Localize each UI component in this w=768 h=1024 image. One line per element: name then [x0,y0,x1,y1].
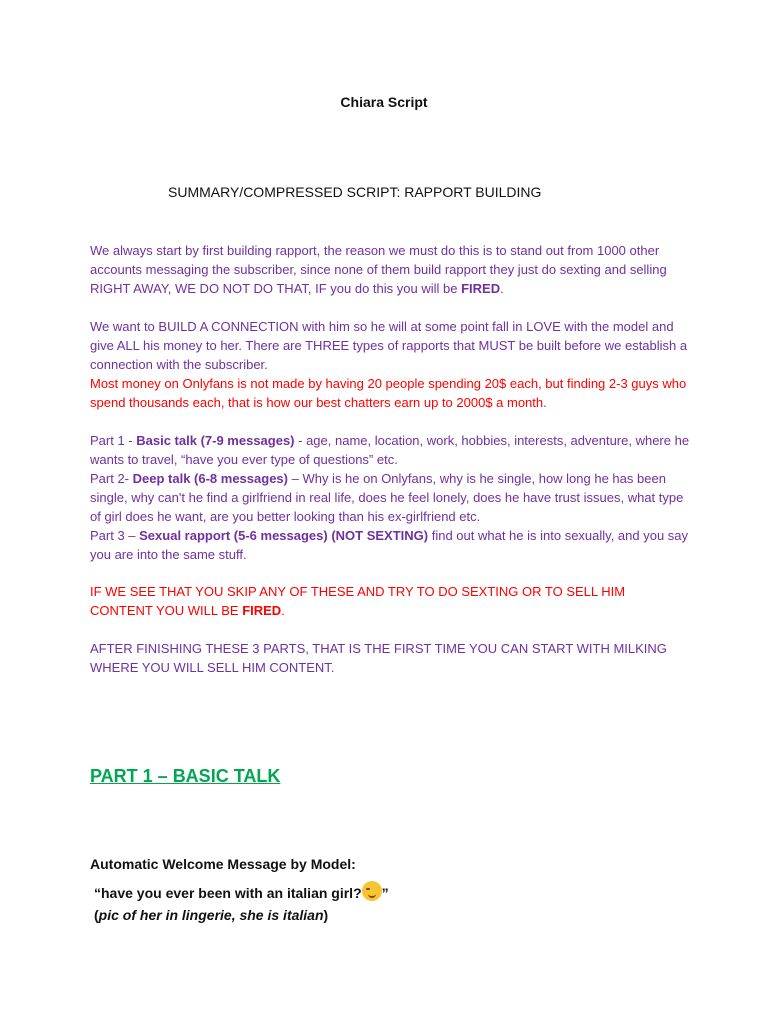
smirking-face-icon [362,881,382,901]
intro-text: We always start by first building rapport, the reason we must do this is to stand out from 1000 other accounts messaging the subscriber, since none of them build rapport they just do sexting and selling RIGHT AWAY, WE DO NOT DO THAT, IF you do this you will be [90,243,667,296]
pic-open: ( [94,907,99,923]
intro-paragraph [90,241,690,298]
connection-paragraph [90,317,690,412]
fired-emphasis: FIRED [461,281,501,296]
quote-close: ” [381,885,389,901]
part-2-title: Deep talk (6-8 messages) [132,471,288,486]
welcome-quote [94,881,389,901]
pic-close: ) [323,907,329,923]
parts-list [90,431,690,564]
part-1-prefix: Part 1 - [90,433,137,448]
after-paragraph: AFTER FINISHING THESE 3 PARTS, THAT IS THE FIRST TIME YOU CAN START WITH MILKING WHERE YOU WILL SELL HIM CONTENT. [90,641,667,675]
warning-paragraph [90,582,690,620]
warning-fired: FIRED [242,603,282,618]
part-1-desc: - age, name, location, work, hobbies, interests, adventure, where he wants to travel, “have you ever type of questions” etc. [90,433,690,467]
part1-heading: PART 1 – BASIC TALK [90,766,281,786]
document-title: Chiara Script [340,94,428,110]
money-note: Most money on Onlyfans is not made by having 20 people spending 20$ each, but finding 2-3 guys who spend thousands each, that is how our best chatters earn up to 2000$ a month. [90,376,687,410]
warning-end: . [281,603,285,618]
summary-heading: SUMMARY/COMPRESSED SCRIPT: RAPPORT BUILDING [168,184,542,200]
quote-text: “have you ever been with an italian girl? [94,885,362,901]
part-3-desc: find out what he is into sexually, and you say you are into the same stuff. [90,528,689,562]
warning-text: IF WE SEE THAT YOU SKIP ANY OF THESE AND TRY TO DO SEXTING OR TO SELL HIM CONTENT YOU WILL BE [90,584,626,618]
pic-description: pic of her in lingerie, she is italian [98,907,324,923]
intro-end: . [500,281,504,296]
pic-note [94,907,328,923]
part-3-title: Sexual rapport (5-6 messages) (NOT SEXTING) [139,528,429,543]
welcome-label: Automatic Welcome Message by Model: [90,856,356,872]
part-1-title: Basic talk (7-9 messages) [136,433,295,448]
connection-text: We want to BUILD A CONNECTION with him so he will at some point fall in LOVE with the model and give ALL his money to her. There are THREE types of rapports that MUST be built before we establish a connection with the subscriber. [90,319,688,372]
part-2-desc: – Why is he on Onlyfans, why is he single, how long he has been single, why can't he find a girlfriend in real life, does he feel lonely, does he have trust issues, what type of girl does he want, are you better looking than his ex-girlfriend etc. [90,471,684,524]
part-3-prefix: Part 3 – [90,528,140,543]
part-2-prefix: Part 2- [90,471,133,486]
